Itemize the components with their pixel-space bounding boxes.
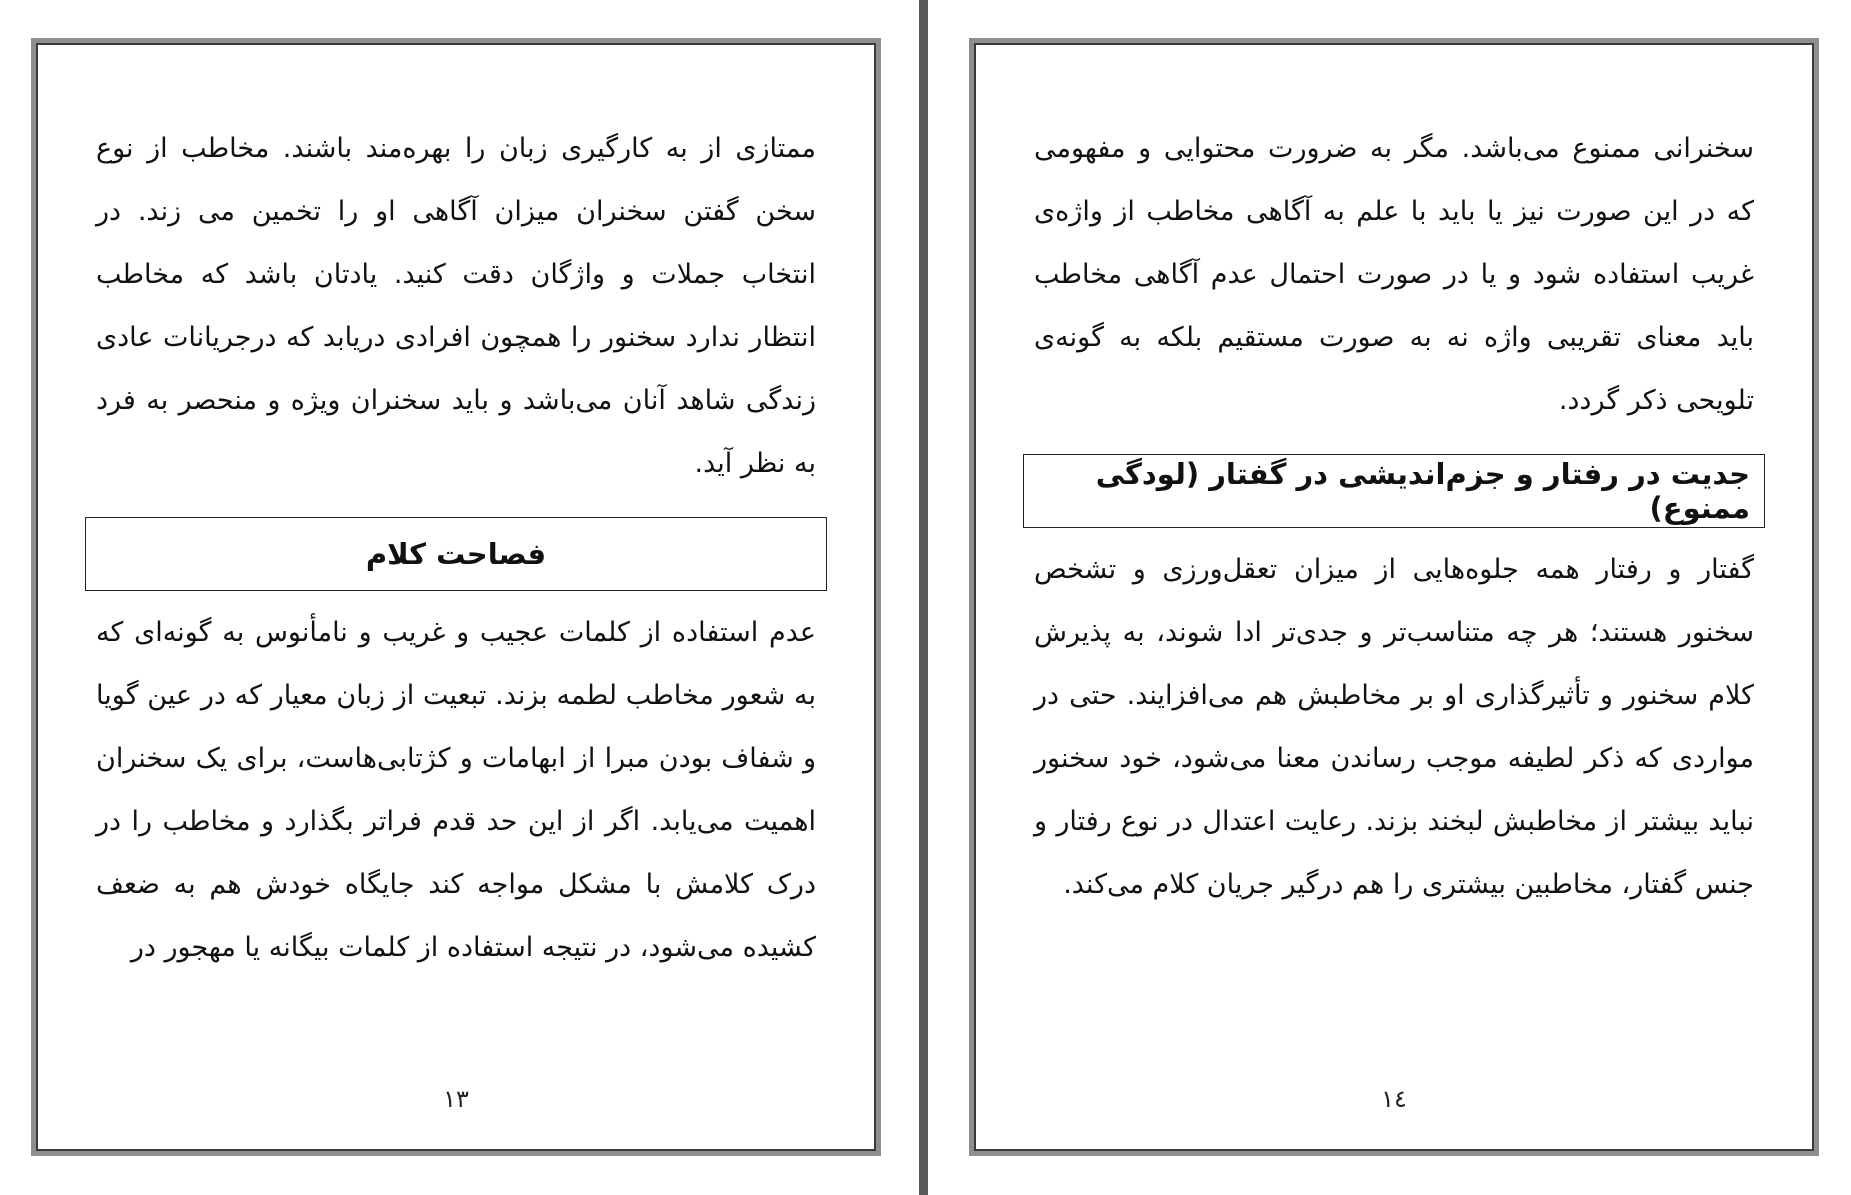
page-14-content (1034, 117, 1754, 916)
section-heading-text: جدیت در رفتار و جزم‌اندیشی در گفتار (لودگی ممنوع) (1095, 457, 1750, 525)
section-heading-seriousness (1023, 454, 1765, 528)
section-heading-text: فصاحت کلام (365, 537, 547, 571)
paragraph-eloquence-body: عدم استفاده از کلمات عجیب و غریب و نامأنوس به گونه‌ای که به شعور مخاطب لطمه بزند. تبعیت از زبان معیار که در عین گویا و شفاف بودن مبرا از ابهامات و کژتابی‌هاست، برای یک سخنران اهمیت می‌یابد. اگر از این حد قدم فراتر بگذارد و مخاطب را در درک کلامش با مشکل مواجه کند جایگاه خودش هم به ضعف کشیده می‌شود، در نتیجه استفاده از کلمات بیگانه یا مهجور در (96, 617, 816, 963)
page-14 (969, 38, 1819, 1156)
page-13-content (96, 117, 816, 979)
page-number: ١٣ (443, 1085, 469, 1113)
page-13 (31, 38, 881, 1156)
book-gutter (919, 0, 928, 1195)
paragraph-strange-words: سخنرانی ممنوع می‌باشد. مگر به ضرورت محتوایی و مفهومی که در این صورت نیز یا باید با علم به آگاهی مخاطب از واژه‌ی غریب استفاده شود و یا در صورت احتمال عدم آگاهی مخاطب باید معنای تقریبی واژه نه به صورت مستقیم بلکه به گونه‌ی تلویحی ذکر گردد. (1034, 133, 1754, 416)
page-number: ١٤ (1381, 1085, 1407, 1113)
section-heading-eloquence (85, 517, 827, 591)
paragraph-seriousness-body: گفتار و رفتار همه جلوه‌هایی از میزان تعقل‌ورزی و تشخص سخنور هستند؛ هر چه متناسب‌تر و جدی‌تر ادا شوند، به پذیرش کلام سخنور و تأثیرگذاری او بر مخاطبش هم می‌افزایند. حتی در مواردی که ذکر لطیفه موجب رساندن معنا می‌شود، خود سخنور نباید بیشتر از مخاطبش لبخند بزند. رعایت اعتدال در نوع رفتار و جنس گفتار، مخاطبین بیشتری را هم درگیر جریان کلام می‌کند. (1034, 554, 1754, 900)
paragraph-eloquence-intro: ممتازی از به کارگیری زبان را بهره‌مند باشند. مخاطب از نوع سخن گفتن سخنران میزان آگاهی او را تخمین می زند. در انتخاب جملات و واژگان دقت کنید. یادتان باشد که مخاطب انتظار ندارد سخنور را همچون افرادی دریابد که درجریانات عادی زندگی شاهد آنان می‌باشد و باید سخنران ویژه و منحصر به فرد به نظر آید. (96, 133, 816, 479)
